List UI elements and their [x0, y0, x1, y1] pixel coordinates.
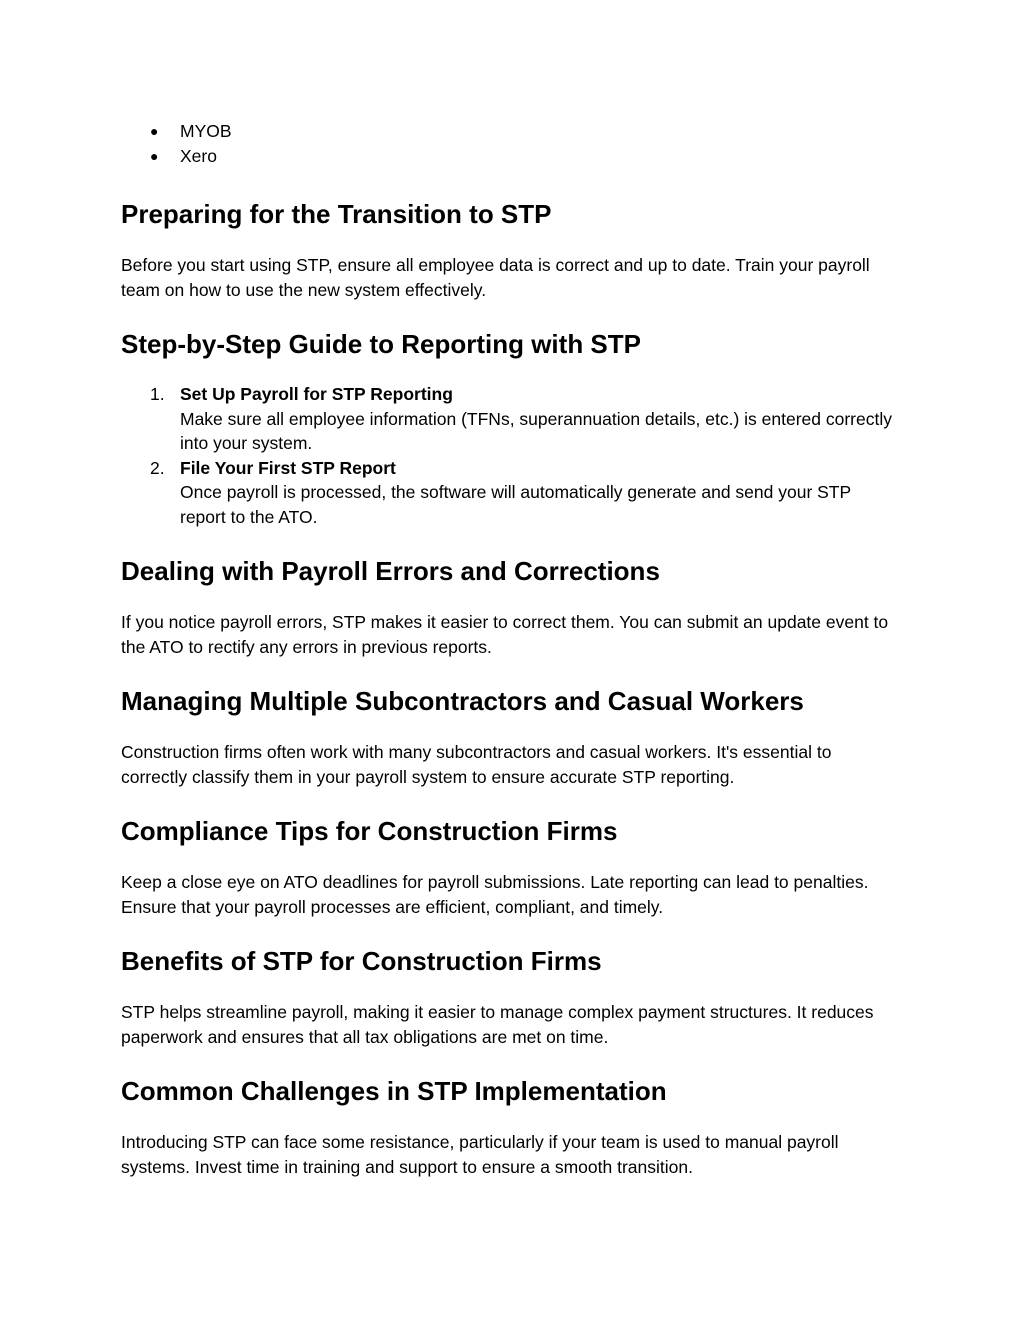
section-body-preparing: Before you start using STP, ensure all employee data is correct and up to date. Train your payroll team on how to use the new system effectively. [121, 255, 870, 300]
step-item [121, 382, 896, 456]
step-number: 1. [150, 384, 165, 404]
step-item [121, 456, 896, 530]
section-heading-preparing: Preparing for the Transition to STP [121, 199, 552, 229]
section-body-errors: If you notice payroll errors, STP makes it easier to correct them. You can submit an update event to the ATO to rectify any errors in previous reports. [121, 612, 889, 657]
step-title: File Your First STP Report [180, 457, 396, 478]
section-heading-compliance: Compliance Tips for Construction Firms [121, 816, 618, 846]
bullet-text: Xero [180, 145, 217, 166]
step-description: Once payroll is processed, the software will automatically generate and send your STP report to the ATO. [180, 482, 851, 527]
bullet-item [121, 119, 896, 144]
bullet-icon: ● [150, 123, 159, 139]
step-title: Set Up Payroll for STP Reporting [180, 384, 453, 404]
section-heading-benefits: Benefits of STP for Construction Firms [121, 946, 602, 976]
step-description: Make sure all employee information (TFNs, superannuation details, etc.) is entered correctly into your system. [180, 408, 892, 453]
section-heading-subcontractors: Managing Multiple Subcontractors and Casual Workers [121, 686, 804, 716]
section-heading-challenges: Common Challenges in STP Implementation [121, 1076, 667, 1106]
bullet-icon: ● [150, 147, 159, 164]
step-number: 2. [150, 457, 165, 478]
section-heading-step-guide: Step-by-Step Guide to Reporting with STP [121, 329, 641, 359]
section-heading-errors: Dealing with Payroll Errors and Corrections [121, 556, 660, 586]
section-body-challenges: Introducing STP can face some resistance, particularly if your team is used to manual payroll systems. Invest time in training and support to ensure a smooth transition. [121, 1132, 839, 1177]
software-bullet-list [121, 119, 896, 168]
step-list [121, 382, 896, 529]
section-body-subcontractors: Construction firms often work with many subcontractors and casual workers. It's essential to correctly classify them in your payroll system to ensure accurate STP reporting. [121, 742, 832, 787]
section-body-compliance: Keep a close eye on ATO deadlines for payroll submissions. Late reporting can lead to penalties. Ensure that your payroll processes are efficient, compliant, and timely. [121, 872, 869, 917]
section-body-benefits: STP helps streamline payroll, making it easier to manage complex payment structures. It reduces paperwork and ensures that all tax obligations are met on time. [121, 1002, 874, 1047]
bullet-text: MYOB [180, 121, 232, 141]
bullet-item [121, 144, 896, 169]
